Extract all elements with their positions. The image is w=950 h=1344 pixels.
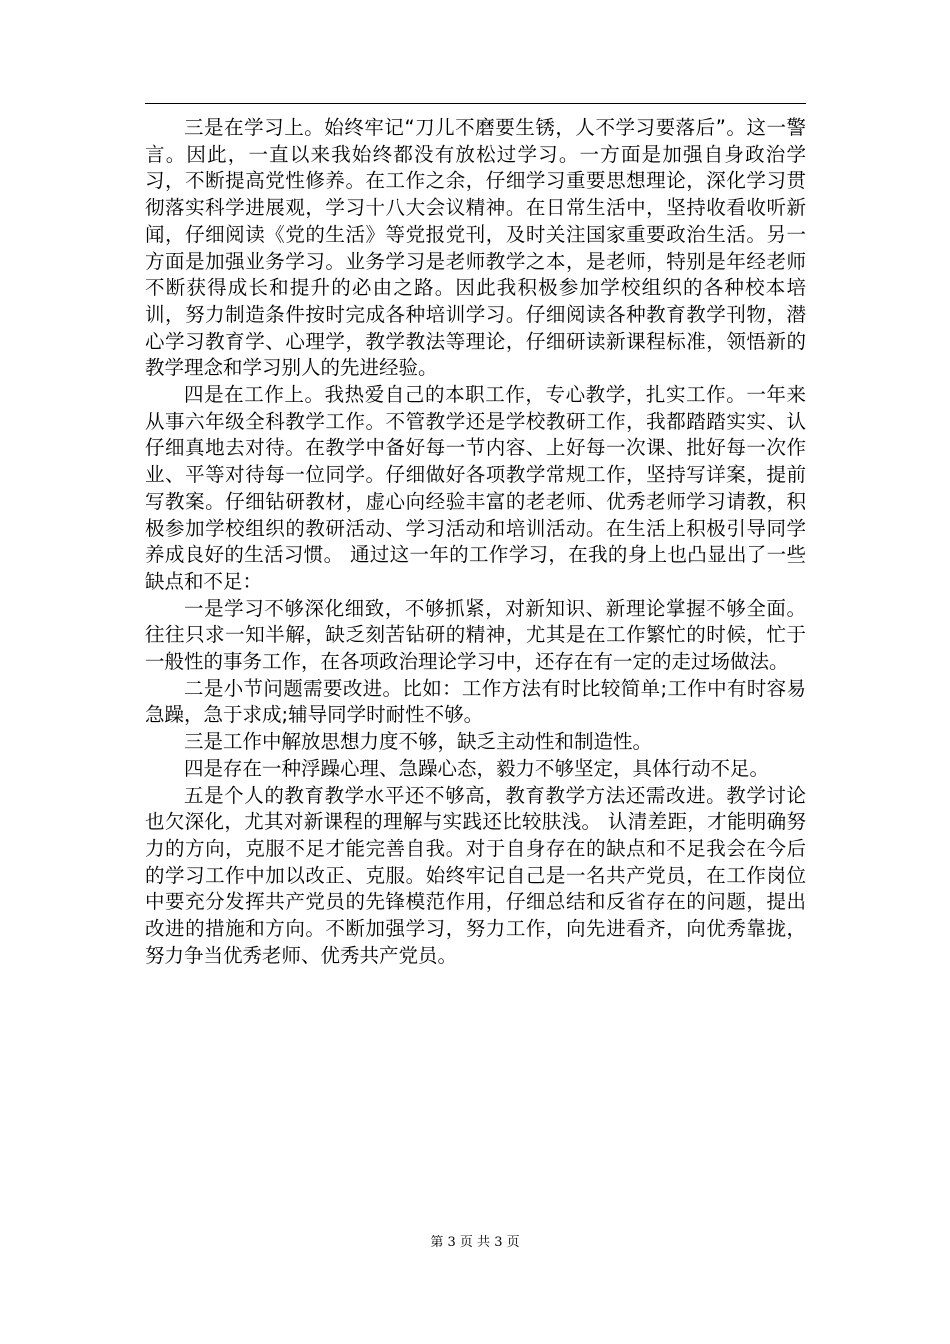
- paragraph-work: 四是在工作上。我热爱自己的本职工作，专心教学，扎实工作。一年来从事六年级全科教学工作。不管教学还是学校教研工作，我都踏踏实实、认仔细真地去对待。在教学中备好每一节内容、上好每一次课、批好每一次作业、平等对待每一位同学。仔细做好各项教学常规工作，坚持写详案，提前写教案。仔细钻研教材，虚心向经验丰富的老老师、优秀老师学习请教，积极参加学校组织的教研活动、学习活动和培训活动。在生活上积极引导同学养成良好的生活习惯。 通过这一年的工作学习，在我的身上也凸显出了一些缺点和不足：: [145, 383, 806, 593]
- paragraph-shortcoming-2: 二是小节问题需要改进。比如：工作方法有时比较简单;工作中有时容易急躁，急于求成;辅导同学时耐性不够。: [145, 676, 806, 727]
- document-body: [145, 115, 806, 970]
- paragraph-shortcoming-1: 一是学习不够深化细致，不够抓紧，对新知识、新理论掌握不够全面。往往只求一知半解，缺乏刻苦钻研的精神，尤其是在工作繁忙的时候，忙于一般性的事务工作，在各项政治理论学习中，还存在有一定的走过场做法。: [145, 596, 806, 674]
- header-rule: [145, 103, 806, 104]
- paragraph-shortcoming-3: 三是工作中解放思想力度不够，缺乏主动性和制造性。: [184, 730, 653, 754]
- paragraph-shortcoming-5: 五是个人的教育教学水平还不够高，教育教学方法还需改进。教学讨论也欠深化，尤其对新课程的理解与实践还比较肤浅。 认清差距，才能明确努力的方向，克服不足才能完善自我。对于自身存在的缺点和不足我会在今后的学习工作中加以改正、克服。始终牢记自己是一名共产党员，在工作岗位中要充分发挥共产党员的先锋模范作用，仔细总结和反省存在的问题，提出改进的措施和方向。不断加强学习，努力工作，向先进看齐，向优秀靠拢，努力争当优秀老师、优秀共产党员。: [145, 783, 806, 967]
- page-number-footer: 第 3 页 共 3 页: [430, 1235, 520, 1250]
- paragraph-study: 三是在学习上。始终牢记“刀儿不磨要生锈，人不学习要落后”。这一警言。因此，一直以来我始终都没有放松过学习。一方面是加强自身政治学习，不断提高党性修养。在工作之余，仔细学习重要思想理论，深化学习贯彻落实科学进展观，学习十八大会议精神。在日常生活中，坚持收看收听新闻，仔细阅读《党的生活》等党报党刊，及时关注国家重要政治生活。另一方面是加强业务学习。业务学习是老师教学之本，是老师，特别是年经老师不断获得成长和提升的必由之路。因此我积极参加学校组织的各种校本培训，努力制造条件按时完成各种培训学习。仔细阅读各种教育教学刊物，潜心学习教育学、心理学，教学教法等理论，仔细研读新课程标准，领悟新的教学理念和学习别人的先进经验。: [145, 116, 806, 380]
- paragraph-shortcoming-4: 四是存在一种浮躁心理、急躁心态，毅力不够坚定，具体行动不足。: [184, 756, 770, 780]
